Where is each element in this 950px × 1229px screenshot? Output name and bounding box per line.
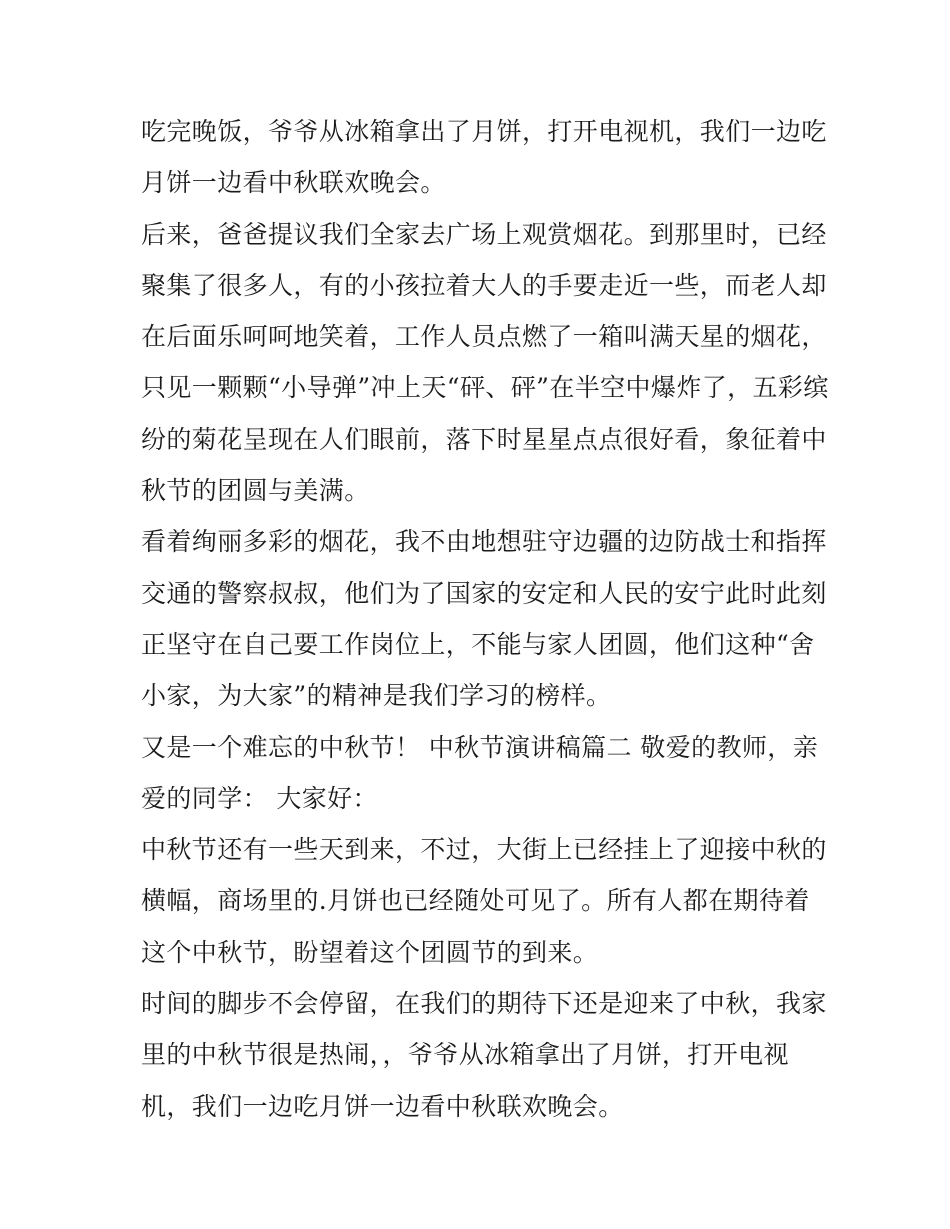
text-line: 月饼一边看中秋联欢晚会。 <box>141 168 446 198</box>
text-line: 后来，爸爸提议我们全家去广场上观赏烟花。到那里时，已经 <box>141 219 827 249</box>
text-line: 这个中秋节，盼望着这个团圆节的到来。 <box>141 937 599 967</box>
text-line: 正坚守在自己要工作岗位上，不能与家人团圆，他们这种“舍 <box>141 629 815 659</box>
text-line: 看着绚丽多彩的烟花，我不由地想驻守边疆的边防战士和指挥 <box>141 527 827 557</box>
text-line: 纷的菊花呈现在人们眼前，落下时星星点点很好看，象征着中 <box>141 424 827 454</box>
text-line: 小家，为大家”的精神是我们学习的榜样。 <box>141 681 612 711</box>
text-line: 爱的同学： 大家好： <box>141 783 378 813</box>
text-line: 时间的脚步不会停留，在我们的期待下还是迎来了中秋，我家 <box>141 989 827 1019</box>
text-line: 中秋节还有一些天到来，不过，大街上已经挂上了迎接中秋的 <box>141 835 827 865</box>
text-line: 机，我们一边吃月饼一边看中秋联欢晚会。 <box>141 1091 624 1121</box>
text-line: 横幅，商场里的.月饼也已经随处可见了。所有人都在期待着 <box>141 886 810 916</box>
text-line: 只见一颗颗“小导弹”冲上天“砰、砰”在半空中爆炸了，五彩缤 <box>141 373 829 403</box>
text-line: 秋节的团圆与美满。 <box>141 476 370 506</box>
text-line: 交通的警察叔叔，他们为了国家的安定和人民的安宁此时此刻 <box>141 578 827 608</box>
document-body <box>141 106 829 1132</box>
text-line: 又是一个难忘的中秋节！ 中秋节演讲稿篇二 敬爱的教师，亲 <box>141 732 819 762</box>
text-line: 在后面乐呵呵地笑着，工作人员点燃了一箱叫满天星的烟花， <box>141 322 827 352</box>
text-line: 吃完晚饭，爷爷从冰箱拿出了月饼，打开电视机，我们一边吃 <box>141 117 827 146</box>
text-line: 聚集了很多人，有的小孩拉着大人的手要走近一些，而老人却 <box>141 270 827 300</box>
text-line: 里的中秋节很是热闹，，爷爷从冰箱拿出了月饼，打开电视 <box>141 1040 789 1070</box>
